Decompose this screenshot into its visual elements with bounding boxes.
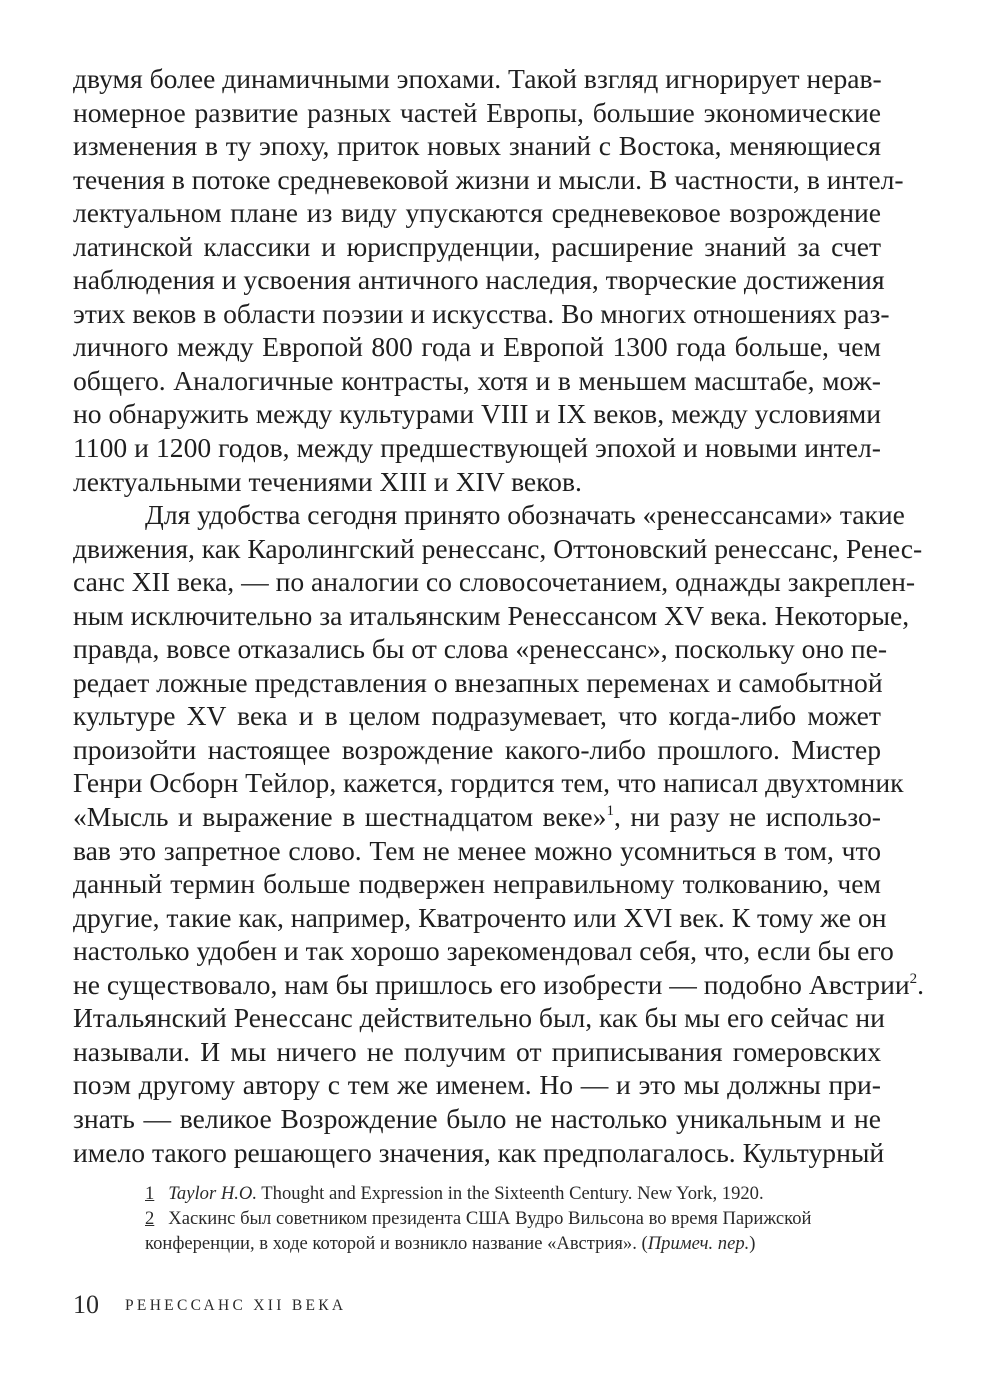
footnote-text: ): [749, 1233, 756, 1254]
footnotes: [145, 1181, 845, 1256]
footnote-author: Taylor H.O.: [168, 1183, 257, 1204]
text-line: ным исключительно за итальянским Ренессансом XV века. Некоторые,: [73, 599, 910, 631]
text-line: общего. Аналогичные контрасты, хотя и в меньшем масштабе, мож-: [73, 364, 881, 396]
text-line: культуре XV века и в целом подразумевает, что когда-либо может: [73, 700, 881, 732]
text-line: но обнаружить между культурами VIII и IX веков, между условиями: [73, 398, 881, 430]
text-line: двумя более динамичными эпохами. Такой взгляд игнорирует нерав-: [73, 63, 882, 94]
text-line: латинской классики и юриспруденции, расширение знаний за счет: [73, 230, 881, 262]
text-line: [73, 800, 881, 834]
footnote-1: [145, 1181, 845, 1206]
text-line: называли. И мы ничего не получим от приписывания гомеровских: [73, 1035, 881, 1067]
line-segment: не существовало, нам бы пришлось его изобрести — подобно Австрии: [73, 968, 910, 1000]
paragraph-1: [73, 62, 904, 498]
text-line: Генри Осборн Тейлор, кажется, гордится тем, что написал двухтомник: [73, 767, 904, 799]
footnote-text: конференции, в ходе которой и возникло название «Австрия». (: [145, 1233, 648, 1254]
text-line: наблюдения и усвоения античного наследия, творческие достижения: [73, 264, 885, 296]
text-line: Итальянский Ренессанс действительно был, как бы мы его сейчас ни: [73, 1002, 885, 1034]
text-line: лектуальном плане из виду упускаются средневековое возрождение: [73, 197, 881, 229]
text-line: правда, вовсе отказались бы от слова «ренессанс», поскольку оно пе-: [73, 633, 888, 665]
text-line: движения, как Каролингский ренессанс, Оттоновский ренессанс, Ренес-: [73, 532, 923, 564]
text-line: лектуальными течениями XIII и XIV веков.: [73, 465, 582, 497]
line-segment: «Мысль и выражение в шестнадцатом веке»: [73, 801, 607, 833]
text-line: настолько удобен и так хорошо зарекомендовал себя, что, если бы его: [73, 935, 894, 967]
text-line: 1100 и 1200 годов, между предшествующей эпохой и новыми интел-: [73, 432, 881, 464]
text-line: изменения в ту эпоху, приток новых знаний с Востока, меняющиеся: [73, 130, 881, 162]
line-segment: , ни разу не использо-: [613, 801, 881, 833]
text-line: данный термин больше подвержен неправильному толкованию, чем: [73, 868, 881, 900]
page-footer: [73, 1290, 346, 1320]
page-number: 10: [73, 1290, 99, 1319]
footnote-ref-1[interactable]: 1: [606, 803, 614, 820]
translator-note: Примеч. пер.: [647, 1233, 750, 1254]
footnote-mark: 1: [145, 1183, 155, 1204]
body-text: [73, 62, 925, 1169]
footnote-text: Хаскинс был советником президента США Вудро Вильсона во время Парижской: [168, 1208, 812, 1229]
line-segment: .: [917, 968, 925, 1000]
running-head: РЕНЕССАНС XII ВЕКА: [125, 1297, 347, 1314]
text-line: произойти настоящее возрождение какого-либо прошлого. Мистер: [73, 733, 881, 765]
text-line: Для удобства сегодня принято обозначать «ренессансами» такие: [145, 499, 905, 531]
text-line: санс XII века, — по аналогии со словосочетанием, однажды закреплен-: [73, 566, 916, 598]
text-line: личного между Европой 800 года и Европой 1300 года больше, чем: [73, 331, 881, 363]
text-line: этих веков в области поэзии и искусства. Во многих отношениях раз-: [73, 297, 890, 329]
text-line: имело такого решающего значения, как предполагалось. Культурный: [73, 1136, 885, 1168]
footnote-2: [145, 1206, 845, 1231]
paragraph-2: [73, 498, 925, 1169]
footnote-2-continuation: [145, 1231, 845, 1256]
footnote-ref-2[interactable]: 2: [909, 970, 918, 987]
text-line: [73, 968, 925, 1002]
text-line: поэм другому автору с тем же именем. Но — и это мы должны при-: [73, 1069, 881, 1101]
text-line: другие, такие как, например, Кватроченто или XVI век. К тому же он: [73, 901, 887, 933]
text-line: течения в потоке средневековой жизни и мысли. В частности, в интел-: [73, 163, 904, 195]
text-line: редает ложные представления о внезапных переменах и самобытной: [73, 666, 883, 698]
footnote-mark: 2: [145, 1208, 155, 1229]
text-line: знать — великое Возрождение было не настолько уникальным и не: [73, 1102, 881, 1134]
text-line: вав это запретное слово. Тем не менее можно усомниться в том, что: [73, 834, 881, 866]
footnote-text: Thought and Expression in the Sixteenth Century. New York, 1920.: [256, 1183, 764, 1204]
text-line: номерное развитие разных частей Европы, большие экономические: [73, 96, 881, 128]
